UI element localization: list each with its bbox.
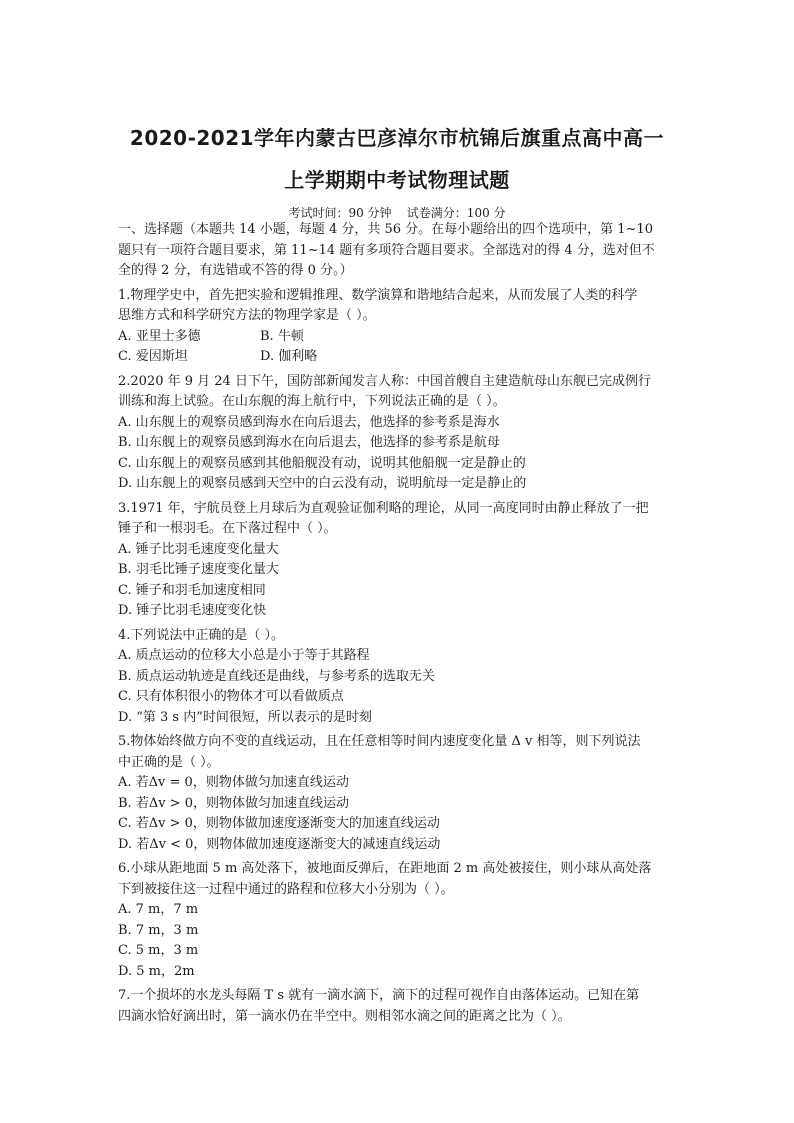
option-c: C. 若Δv > 0，则物体做加速度逐渐变大的加速直线运动 (118, 816, 440, 831)
instruction-line: 一、选择题（本题共 14 小题，每题 4 分，共 56 分。在每小题给出的四个选项中，第 1~10 (118, 222, 653, 237)
question-stem: 下到被接住这一过程中通过的路程和位移大小分别为（ ）。 (118, 881, 454, 897)
option-a: A. 山东舰上的观察员感到海水在向后退去，他选择的参考系是海水 (118, 414, 500, 430)
question-2 (118, 372, 680, 495)
question-4 (118, 626, 680, 729)
instruction-line: 题只有一项符合题目要求，第 11~14 题有多项符合题目要求。全部选对的得 4 分，选对但不 (118, 242, 655, 258)
question-stem: 思维方式和科学研究方法的物理学家是（ ）。 (118, 308, 376, 323)
question-6 (118, 859, 680, 982)
option-b: B. 若Δv > 0，则物体做匀加速直线运动 (118, 795, 349, 811)
option-c: C. 山东舰上的观察员感到其他船舰没有动，说明其他船舰一定是静止的 (118, 455, 526, 471)
option-row (118, 327, 680, 348)
option-d: D. 伽利略 (260, 349, 318, 364)
instruction-line: 全的得 2 分，有选错或不答的得 0 分。） (118, 263, 353, 278)
option-c: C. 锤子和羽毛加速度相同 (118, 582, 266, 598)
option-c: C. 爱因斯坦 (118, 349, 188, 364)
option-b: B. 山东舰上的观察员感到海水在向后退去，他选择的参考系是航母 (118, 435, 500, 450)
question-stem: 3.1971 年，宇航员登上月球后为直观验证伽利略的理论，从同一高度同时由静止释放了一把 (118, 500, 649, 516)
section-instructions (118, 220, 680, 282)
option-d: D. 锤子比羽毛速度变化快 (118, 603, 267, 618)
option-d: D. 5 m，2m (118, 963, 195, 979)
option-c: C. 只有体积很小的物体才可以看做质点 (118, 689, 344, 704)
question-5 (118, 732, 680, 855)
option-b: B. 7 m，3 m (118, 922, 199, 938)
option-a: A. 质点运动的位移大小总是小于等于其路程 (118, 648, 370, 663)
question-7 (118, 986, 680, 1027)
exam-body (118, 220, 680, 1027)
question-1 (118, 286, 680, 368)
question-stem: 中正确的是（ ）。 (118, 754, 220, 770)
option-b: B. 羽毛比锤子速度变化量大 (118, 562, 279, 577)
question-stem: 训练和海上试验。在山东舰的海上航行中，下列说法正确的是（ ）。 (118, 394, 506, 409)
question-stem: 四滴水恰好滴出时，第一滴水仍在半空中。则相邻水滴之间的距离之比为（ ）。 (118, 1008, 571, 1024)
question-stem: 4.下列说法中正确的是（ ）。 (118, 627, 285, 643)
option-row (118, 347, 680, 368)
option-b: B. 牛顿 (260, 328, 304, 344)
option-d: D. 山东舰上的观察员感到天空中的白云没有动，说明航母一定是静止的 (118, 476, 527, 491)
option-d: D. 若Δv < 0，则物体做加速度逐渐变大的减速直线运动 (118, 836, 441, 852)
exam-title-line-1: 2020-2021学年内蒙古巴彦淖尔市杭锦后旗重点高中高一 (129, 126, 665, 150)
option-c: C. 5 m，3 m (118, 943, 199, 958)
option-d: D. “第 3 s 内”时间很短，所以表示的是时刻 (118, 709, 372, 725)
exam-title-line-2: 上学期期中考试物理试题 (284, 168, 510, 192)
question-3 (118, 499, 680, 622)
exam-meta: 考试时间：90 分钟 试卷满分：100 分 (288, 206, 506, 220)
option-a: A. 若Δv = 0，则物体做匀加速直线运动 (118, 775, 349, 790)
question-stem: 5.物体始终做方向不变的直线运动，且在任意相等时间内速度变化量 Δ v 相等，则下列说法 (118, 734, 641, 749)
option-a: A. 7 m，7 m (118, 902, 199, 917)
option-b: B. 质点运动轨迹是直线还是曲线，与参考系的选取无关 (118, 668, 435, 684)
question-stem: 6.小球从距地面 5 m 高处落下，被地面反弹后，在距地面 2 m 高处被接住，则小球从高处落 (118, 861, 652, 876)
question-stem: 1.物理学史中，首先把实验和逻辑推理、数学演算和谐地结合起来，从而发展了人类的科学 (118, 287, 638, 303)
question-stem: 7.一个损坏的水龙头每隔 T s 就有一滴水滴下，滴下的过程可视作自由落体运动。已知在第 (118, 988, 640, 1003)
question-stem: 2.2020 年 9 月 24 日下午，国防部新闻发言人称：中国首艘自主建造航母山东舰已完成例行 (118, 373, 651, 389)
option-a: A. 亚里士多德 (118, 328, 201, 344)
question-stem: 锤子和一根羽毛。在下落过程中（ ）。 (118, 521, 337, 536)
option-a: A. 锤子比羽毛速度变化量大 (118, 541, 279, 557)
